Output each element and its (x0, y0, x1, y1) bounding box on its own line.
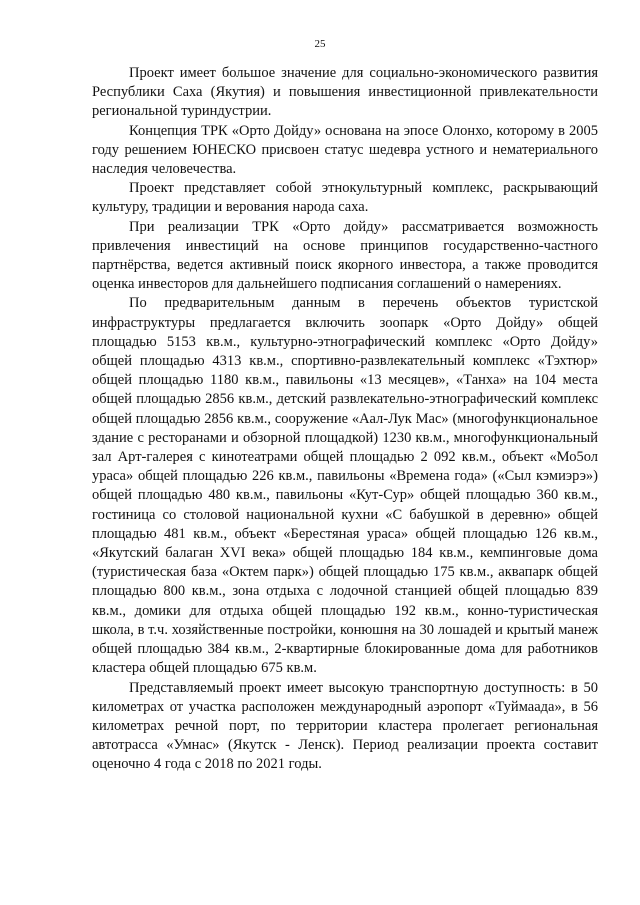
paragraph-project-significance: Проект имеет большое значение для социально-экономического развития Республики Саха (Якутия) и повышения инвестиционной привлекательности региональной туриндустрии. (92, 65, 598, 120)
paragraph-transport-access: Представляемый проект имеет высокую транспортную доступность: в 50 километрах от участка расположен международный аэропорт «Туймаада», в 56 километрах речной порт, по территории кластера пролегает региональная автотрасса «Умнас» (Якутск - Ленск). Период реализации проекта составит оценочно 4 года с 2018 по 2021 годы. (92, 679, 598, 773)
body-text (92, 64, 598, 775)
paragraph-ethnocultural-complex: Проект представляет собой этнокультурный комплекс, раскрывающий культуру, традиции и верования народа саха. (92, 180, 598, 216)
paragraph-infrastructure-list: По предварительным данным в перечень объектов туристской инфраструктуры предлагается включить зоопарк «Орто Дойду» общей площадью 5153 кв.м., культурно-этнографический комплекс «Орто Дойду» общей площадью 4313 кв.м., спортивно-развлекательный комплекс «Тэхтюр» общей площадью 1180 кв.м., павильоны «13 месяцев», «Танха» на 104 места общей площадью 2856 кв.м., детский развлекательно-этнографический комплекс общей площадью 2856 кв.м., сооружение «Аал-Лук Мас» (многофункциональное здание с ресторанами и обзорной площадкой) 1230 кв.м., многофункциональный зал Арт-галерея с кинотеатрами общей площадью 2 092 кв.м., объект «Мо5ол ураса» общей площадью 226 кв.м., павильоны «Времена года» («Сыл кэмиэрэ») общей площадью 480 кв.м., павильоны «Кут-Сур» общей площадью 360 кв.м., гостиница со столовой национальной кухни «С бабушкой в деревню» общей площадью 481 кв.м., объект «Берестяная ураса» общей площадью 126 кв.м., «Якутский балаган XVI века» общей площадью 184 кв.м., кемпинговые дома (туристическая база «Октем парк») общей площадью 175 кв.м., аквапарк общей площадью 800 кв.м., зона отдыха с лодочной станцией общей площадью 839 кв.м., домики для отдыха общей площадью 192 кв.м., конно-туристическая школа, в т.ч. хозяйственные постройки, конюшня на 30 лошадей и крытый манеж общей площадью 384 кв.м., 2-квартирные блокированные дома для работников кластера общей площадью 675 кв.м. (92, 295, 598, 677)
paragraph-investment: При реализации ТРК «Орто дойду» рассматривается возможность привлечения инвестиций на основе принципов государственно-частного партнёрства, ведется активный поиск якорного инвестора, а также проводится оценка инвесторов для дальнейшего подписания соглашений о намерениях. (92, 218, 598, 293)
paragraph-concept: Концепция ТРК «Орто Дойду» основана на эпосе Олонхо, которому в 2005 году решением ЮНЕСКО присвоен статус шедевра устного и нематериального наследия человечества. (92, 122, 598, 178)
page-number: 25 (314, 38, 326, 50)
